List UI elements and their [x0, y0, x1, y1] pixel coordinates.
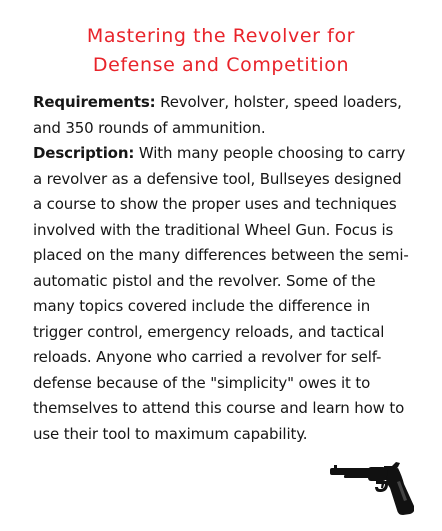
requirements-label: Requirements: [33, 93, 156, 111]
course-title-line-2: Defense and Competition [92, 54, 350, 76]
description-text: With many people choosing to carry a revolver as a defensive tool, Bullseyes designed a course to show the proper uses and techniques involved with the traditional Wheel Gun. Focus is placed on the many differences between the semi-automatic pistol and the revolver. Some of the many topics covered include the difference in trigger control, emergency reloads, and tactical reloads. Anyone who carried a revolver for self-defense because of the "simplicity" owes it to themselves to attend this course and learn how to use their tool to maximum capability. [33, 144, 409, 443]
requirements-text: Revolver, holster, speed loaders, and 350 rounds of ammunition. [33, 93, 402, 137]
requirements-paragraph [33, 90, 413, 141]
course-details [33, 90, 413, 447]
revolver-icon [330, 462, 414, 516]
description-label: Description: [33, 144, 135, 162]
course-title-line-1: Mastering the Revolver for [86, 25, 356, 47]
course-title [20, 22, 422, 80]
description-paragraph [33, 141, 413, 447]
